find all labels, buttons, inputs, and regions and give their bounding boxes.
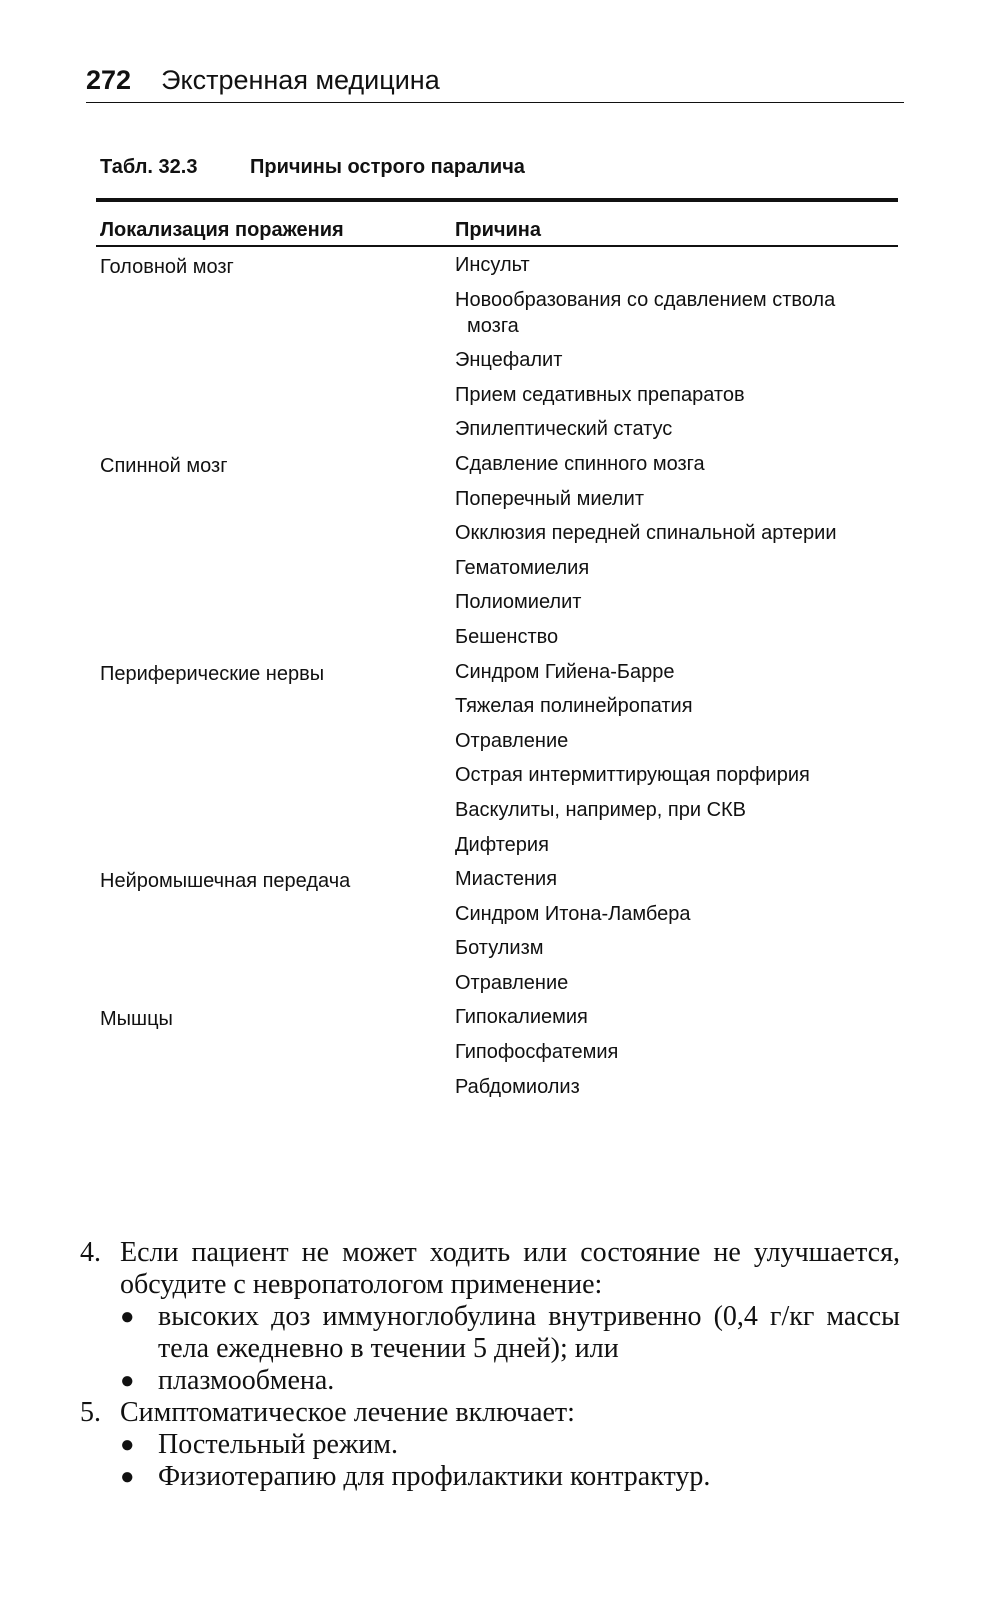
cause-cell: Синдром Итона-Ламбера (455, 902, 691, 925)
step-number: 5. (80, 1397, 101, 1428)
table-caption (100, 152, 900, 182)
cause-cell: Гипокалиемия (455, 1006, 588, 1029)
cause-cell: Острая интермиттирующая порфирия (455, 764, 810, 787)
bullet-item (120, 1461, 900, 1493)
cause-cell: Бешенство (455, 625, 559, 648)
cause-cell: Синдром Гийена-Барре (455, 660, 675, 683)
cause-cell: Эпилептический статус (455, 418, 673, 441)
bullet-text: высоких доз иммуноглобулина внутривенно (0,4 г/кг массы тела ежедневно в течении 5 дней); или (158, 1301, 900, 1364)
running-head (86, 62, 904, 103)
cause-cell: Поперечный миелит (455, 487, 644, 510)
cause-cell: Энцефалит (455, 349, 563, 372)
cause-cell: Васкулиты, например, при СКВ (455, 798, 747, 821)
body-text (80, 1237, 900, 1493)
cause-cell: Сдавление спинного мозга (455, 452, 705, 475)
cause-cell: Прием седативных препаратов (455, 383, 745, 406)
table-group-peripheral-nerves (100, 659, 900, 867)
cause-cell: Инсульт (455, 254, 530, 276)
cause-cell: Дифтерия (455, 833, 549, 856)
location-cell: Головной мозг (100, 256, 234, 278)
table-group-spinal-cord (100, 451, 900, 659)
table-header-rule (96, 245, 898, 247)
cause-cell: Полиомиелит (455, 591, 582, 614)
bullet-icon: ● (120, 1432, 135, 1458)
bullet-text: Физиотерапию для профилактики контрактур. (158, 1461, 711, 1492)
cause-cell: Отравление (455, 971, 569, 994)
step-4 (80, 1237, 900, 1301)
step-text: Симптоматическое лечение включает: (120, 1397, 575, 1428)
step-number: 4. (80, 1237, 101, 1268)
table-group-muscles (100, 1004, 900, 1108)
location-cell: Спинной мозг (100, 454, 228, 477)
col-header-cause: Причина (455, 219, 541, 241)
bullet-text: Постельный режим. (158, 1429, 399, 1460)
table-body (100, 252, 900, 1108)
location-cell: Нейромышечная передача (100, 870, 351, 893)
step-5 (80, 1397, 900, 1429)
table-top-rule (96, 198, 898, 202)
bullet-text: плазмообмена. (158, 1365, 335, 1396)
cause-cell: Новообразования со сдавлением ствола мозга (455, 288, 836, 337)
cause-cell: Тяжелая полинейропатия (455, 695, 693, 718)
cause-cell: Гематомиелия (455, 556, 590, 579)
table-number: Табл. 32.3 (100, 156, 198, 178)
step-text: Если пациент не может ходить или состояние не улучшается, обсудите с невропатологом применение: (120, 1237, 900, 1300)
bullet-icon: ● (120, 1304, 135, 1330)
bullet-item (120, 1301, 900, 1365)
cause-cell: Ботулизм (455, 937, 544, 960)
bullet-item (120, 1365, 900, 1397)
cause-cell: Окклюзия передней спинальной артерии (455, 522, 837, 545)
location-cell: Мышцы (100, 1008, 173, 1031)
cause-cell: Гипофосфатемия (455, 1041, 619, 1064)
page-number: 272 (86, 65, 132, 95)
bullet-icon: ● (120, 1464, 135, 1490)
table-title: Причины острого паралича (250, 156, 525, 178)
cause-cell: Миастения (455, 868, 558, 891)
bullet-icon: ● (120, 1368, 135, 1394)
cause-cell: Отравление (455, 729, 569, 752)
table-group-neuromuscular (100, 866, 900, 1004)
running-title: Экстренная медицина (161, 65, 440, 95)
col-header-location: Локализация поражения (100, 219, 344, 241)
cause-cell: Рабдомиолиз (455, 1075, 580, 1098)
table-group-brain (100, 252, 900, 451)
bullet-item (120, 1429, 900, 1461)
location-cell: Периферические нервы (100, 662, 325, 685)
